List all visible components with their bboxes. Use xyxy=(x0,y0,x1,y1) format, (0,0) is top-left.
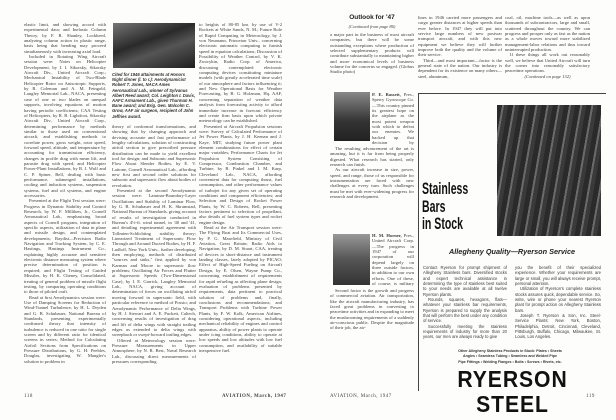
paragraph: Presented at the Flight Test session were: Progress in Dynamic Stability and Control Research, by W. F. Milliken, Jr., Cornell Aeronautical Lab., emphasizing broad aspects of Cornell program, integration of specific aspects, utilization of data in plane and missile design, and contemplated developments; Raydist—Precision Radio Navigation and Tracking System, by C. E. Hastings, Hastings Instrument Co., explaining highly accurate and sensitive electronic distance measuring system where precise determination of position is required; and Flight Testing of Guided Missiles, by H. K. Cheney, Consolidated, treating of general problem of missile flight testing, by comparing operating conditions to those of piloted craft. xyxy=(24,198,106,295)
left-column-2-stack xyxy=(112,72,196,393)
ad-column-2 xyxy=(515,265,601,339)
paragraph: a major part in the business of most aircraft companies, but there will be some outstanding exceptions where production of selected supplementary products will contribute substantially to maintaining higher and more economical levels of business volume for the concerns so engaged. (Globus Studio photo) xyxy=(330,32,414,75)
paragraph: Successfully meeting the stainless requirements of industry for more than 20 years, our men are always ready to give xyxy=(423,323,507,339)
page-number-right: 119 xyxy=(586,394,595,399)
right-top-column-1 xyxy=(330,32,414,82)
horner-intro xyxy=(372,233,414,286)
paragraph: Second factor is the growth and progress of commercial aviation. Air transportation, like the aircraft manufacturing industry, has faced great problems in converting to peacetime activities and in expanding to meet the mushrooming requirements of a suddenly air-conscious public. Despite the magnitude of their job, the air- xyxy=(330,288,414,331)
paragraph: If these things all work out reasonably well, we believe that United Aircraft will turn the corner into reasonably satisfactory peacetime operations. xyxy=(505,52,590,74)
headline-line: Bars xyxy=(422,196,446,216)
article-heading: Outlook for '47 xyxy=(349,14,395,21)
bio-text: Pres., United Aircraft Corp.—The progress in 1947 of our corporation will depend largely on three outside factors, in addition to our own efforts. One of these, of course, is military xyxy=(372,233,414,286)
product-line: Angles • Seamless Tubing • Seamless and Welded Pipe xyxy=(462,354,558,359)
paragraph: theory of conformal transformations, and showing that by changing approach and devising accurate and fast performance of lengthy calculations, solution of constructing airfoil section to give prescribed pressure distribution can be made to yield excellent tool for design; and Subsonic and Supersonic Flow About Slender Bodies, by E. V. Laitone, Cornell Aeronautical Lab., affording new first and second order solutions for subsonic and supersonic flow about bodies of revolution. xyxy=(112,123,196,188)
paragraph: Read at first Aerodynamics session were: Use of Damping Screens for Reduction of Wind-Tunnel Turbulence, by H. L. Dryden and G. B. Schubauer, National Bureau of Standards, presenting experimentally confirmed theory that intensity of turbulence is reduced in one ratio for single screen and by different ratio for identical screens in series; Method for Calculating Airfoil Sections from Specifications on Pressure Distributions, by G. H. Peebles, Douglas, investigating W. Mangler's solution to problem in xyxy=(24,294,106,364)
paragraph: Utilization of Ryerson's complete stainless stocks assures quick, dependable service. So, write, wire or phone your nearest Ryerson plant for prompt action on Allegheny Stainless bars. xyxy=(515,286,601,313)
paragraph: Presented at the second Aerodynamic session were: Laminar-Boundary-Layer Oscillations and Stability of Laminar Flow, by G. B. Schubauer and H. K. Skramstad, National Bureau of Standards, giving account of results of investigation conducted in Bureau's 4½-ft. wind tunnel, in '40 and '41, and detailing experimental agreement with Tollmien-Schlichting stability theory; Linearized Treatment of Supersonic Flow Through and Around Ducted Bodies, by H. F. Ludloff, New York Univ., further developing, then employing, methods of distributed "sources and sinks," first applied by von Karman and Moore to supersonic flow problems; Oscillating Air Forces and Flutter at Supersonic Speeds (Two-Dimensional Case), by I. E. Garrick, Langley Memorial Lab., NACA, giving account of determination of forces on oscillating airfoil moving forward in supersonic field, with particular reference to method of Possio; and Aerodynamic Performance of Delta Wings, by H. J. Stewart and A. E. Puckett, Caltech, concerning results of investigation of drag and lift of delta wings with straight trailing edges as extended to delta wings with sweepback or swept-forward trailing edges. xyxy=(112,187,196,338)
continued-on: (Continued on page 132) xyxy=(524,73,571,79)
left-column-2 xyxy=(112,124,196,393)
bio-text: Pres., Sperry Gyroscope Co.—This country pinned its greatest hope on the airplane as the most potent weapon with which to defeat our enemies. We backed up that decision by xyxy=(372,92,414,145)
ad-tagline: Allegheny Quality—Ryerson Service xyxy=(448,247,576,256)
ad-border-top xyxy=(418,93,606,94)
paragraph: elastic limit, and showing accord with experimental data; and Inelastic Column Theory, by F. R. Shanley, Lockheed, analyzing column action in plastic range, basis being that bending may proceed simultaneously with increasing axial load. xyxy=(24,22,106,54)
right-top-column-3 xyxy=(505,15,590,82)
product-line: Pipe Fittings • Welding Flanges • Bolts • Screws • Rivets, etc. xyxy=(458,359,562,364)
right-top-column-2 xyxy=(418,15,502,82)
ad-column-1 xyxy=(423,265,507,339)
paragraph: The resulting advancement of the art is amazing, but it is far from being properly digested. What research has started, only research can finish. xyxy=(330,146,414,168)
paragraph: Rounds, squares, hexagons, flats—whatever your stainless bar requirements, Ryerson is prepared to supply the analysis that will perform the best under any condition of service. xyxy=(423,297,507,324)
paragraph: Third—and most important—factor is the general state of the nation. Our industry is dependent for its existence on many others—steel, aluminum, xyxy=(418,57,502,79)
bassett-portrait xyxy=(334,92,370,141)
ad-border-left xyxy=(418,93,419,391)
paragraph: Contact Ryerson for prompt shipment of Allegheny Stainless bars. Diversified stocks and expert technical assistance in determining the type of stainless best suited to your needs are available at all twelve Ryerson plants. xyxy=(423,265,507,297)
paragraph: you the benefit of their specialized experience. Whether your requirements are large or small, you will always receive prompt, personal attention. xyxy=(515,265,601,287)
paragraph: to heights of 80-85 km. by use of V-2 Rockets at White Sands, N. M.; Future Role of Rapid Computing in Meteorology, by J. von Neumann, Princeton Univ., concerning electronic automatic computing to furnish speed in equation calculations; Discussion of Possibility of Weather Control, by V. K. Zworykin, Radio Corp. of America, discussing contemplated electronic computing devices constituting miniature models (with greatly accelerated time scale) of our atmosphere and factors influencing it; and New Operational Basis for Weather Forecasting, by B. G. Holzman, Hq. AAF, concerning separation of weather data analysis from forecasting activity to afford immediate increase in forecast efficiency and create firm basis upon which private meteorology can be established. xyxy=(199,22,282,124)
paragraph: Included in Rotating Wing Aircraft session were: Notes on Helicopter Development, by I. I. Sikorsky, Sikorsky Aircraft Div., United Aircraft Corp.; Mechanical Instability of Two-Blade Helicopter Rotor on Anisotropic Supports, by R. Coleman and A. M. Feingold, Langley Memorial Lab., NACA, presenting case of one or two blades on unequal supports, involving equations of motion having periodic coefficients; CAA Testing of Helicopters, by R. B. Lightfoot, Sikorsky Aircraft Div., United Aircraft Corp., determining performance by methods similar to those used on conventional aircraft, and establishing methods to correlate power, gross weight, rotor speed, forward speed, altitude, and temperature by accounting for transmission efficiency, changes in profile drag with mean lift, and parasite drag with speed; and Helicopter Power-Plant Installations, by R. J. Wolf and C. P. Spiner, Bell, dealing with basic performance, submerged installations, cooling and induction systems, suspension systems, fuel and oil systems, and engine accessories. xyxy=(24,54,106,198)
footer-left: AVIATION, March, 1947 xyxy=(222,394,287,399)
photo-caption: Cited for 1946 attainments at Honors Night dinner (l. to r.): Aerodynamicist Robert T. Jones, NACA Ames Aeronautical Lab., winner of Sylvanus Albert Reed award; Col. Leighton I. Davis, AAFC Armament Lab., given Thurman H. Bane award; and Brig. Gen. Malcolm C. Grow, AAF air surgeon, recipient of John Jeffries award. xyxy=(112,72,196,119)
bio-name: H. M. Horner, xyxy=(372,233,402,238)
paragraph: Joseph T. Ryerson & Son, Inc. Steel-Service Plants: New York, Boston, Philadelphia, Detroit, Cincinnati, Cleveland, Pittsburgh, Buffalo, Chicago, Milwaukee, St. Louis, Los Angeles. xyxy=(515,313,601,339)
horner-portrait xyxy=(333,234,370,285)
ad-photo-steel-bars xyxy=(497,105,601,236)
paragraph: Offered at Meteorology session were: Pressure Measurements in Upper Atmosphere, by N. R. Best, Naval Research Lab., discussing direct measurements of pressures corresponding xyxy=(112,337,196,364)
product-line: Other Allegheny Stainless Products in Stock: Plates • Sheets xyxy=(458,349,562,353)
paragraph: Presented at Aircraft Propulsion sessions were: Survey of Calculated Performance of Jet Power Plants, by J. H. Keenan and J. Kaye, MIT, studying future power plant element combinations for effect of certain major variables; Performance Charts for Jet Propulsion System Consisting of Compressor, Combustion Chamber, and Turbine, by B. Pinkel and I. M. Karp, Cleveland Lab., NACA, affording convenient data for computing thrust, fuel consumption, and other performance values of turbojet for any given set of operating conditions and component efficiencies; and Selection and Design of Rocket Power Plants, by W. C. Roberts, Bell, presenting factors pertinent to selection of propellant, also details of fuel system types and rocket engine design. xyxy=(199,123,282,225)
bio-name: P. E. Bassett, xyxy=(372,92,401,97)
bassett-intro xyxy=(372,92,414,145)
ryerson-logo: RYERSON STEEL xyxy=(457,366,568,417)
awards-photo xyxy=(113,23,195,68)
page-number-left: 118 xyxy=(24,394,33,399)
bassett-statement xyxy=(330,146,414,224)
paragraph: lines in 1946 carried more passengers and cargo greater distances at higher speeds than ever before. In 1947 they will put into service large numbers of new postwar transport aircraft, and with this new equipment we believe they will further improve both the quality and the volume of their service. xyxy=(418,15,502,58)
ad-product-list xyxy=(430,349,590,365)
horner-statement xyxy=(330,288,414,393)
headline-line: Stainless xyxy=(422,179,469,198)
paragraph: coal, oil, machine tools—as well as upon thousands of subcontractors, large and small, scattered throughout the country. We can progress and prosper only as fast as the nation as a whole moves toward more stabilized management-labor relations and thus toward uninterrupted production. xyxy=(505,15,590,53)
headline-line: in Stock xyxy=(422,214,463,233)
paragraph: As our aircraft increase in size, power, speed, and range, those of us responsible for instrumentation are faced with new challenges at every turn. Such challenges must be met with ever-widening progress for research and development. xyxy=(330,167,414,200)
footer-right: AVIATION, March, 1947 xyxy=(330,394,392,399)
left-column-3 xyxy=(199,22,282,393)
ad-headline xyxy=(422,180,468,233)
continued-from: (Continued from page 86) xyxy=(348,24,396,29)
left-column-1 xyxy=(24,22,106,393)
paragraph: Read at the Air Transport session were: The Flying Boat and Its Commercial Uses, by P. G. Masefield, Ministry of Civil Aviation, Great Britain; Radio Aids to Navigation, by D. M. Stuart, CAA, treating of devices to short-distance and instrument landing classes, lately adopted by PICAO; Effect of High-Speed Fueling on Aircraft Design, by E. Olsen, Wayne Pump Co., concerning establishment of requirements for rapid refueling as affecting plane design, evaluation of problems presented by requirements, data pertinent to practical solution of problems and, finally, conclusions and recommendations; and Transport Problems with Turbine Power Plants, by F. W. Kolk, American Airlines, considering operational aspects, including mechanical reliability of engines and control apparatus, ability of power plants to operate under icing conditions, ability to operate at low speeds and low altitudes with low fuel consumption, and availability of suitable inexpensive fuel. xyxy=(199,225,282,353)
